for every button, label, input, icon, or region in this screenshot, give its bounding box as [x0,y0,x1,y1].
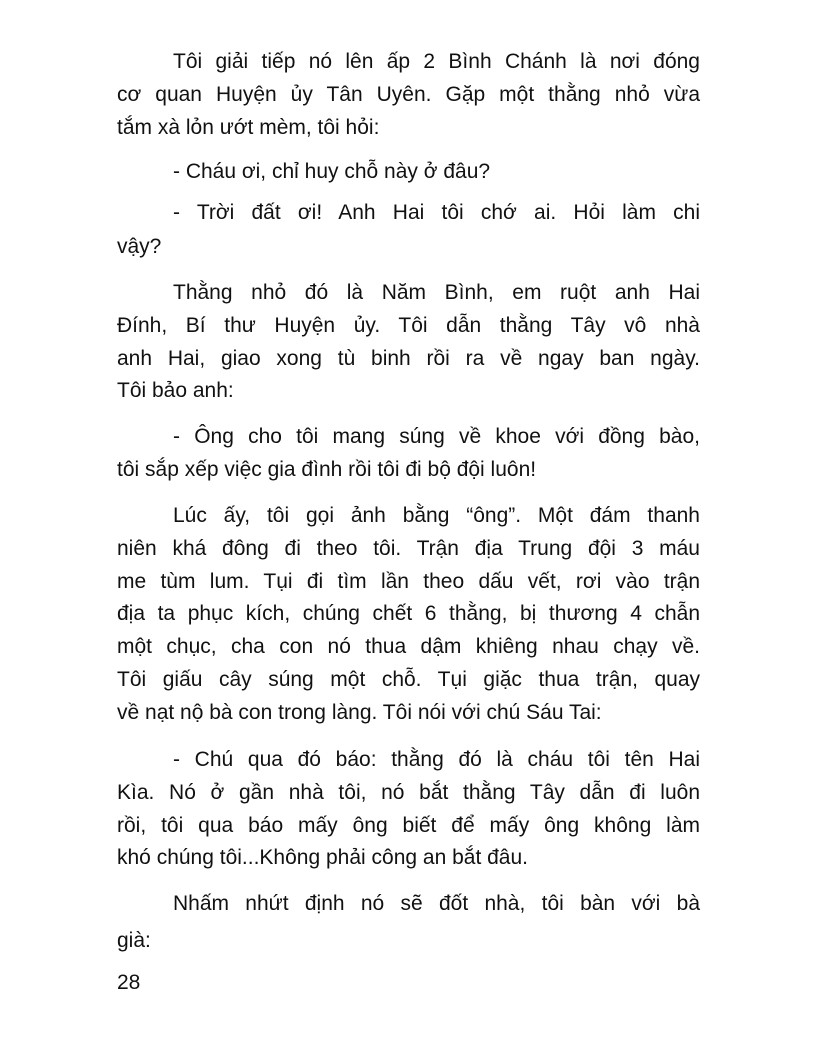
text-line: khó chúng tôi...Không phải công an bắt đâu. [117,846,528,869]
text-line: niên khá đông đi theo tôi. Trận địa Trung đội 3 máu [117,537,700,560]
text-line: me tùm lum. Tụi đi tìm lần theo dấu vết, rơi vào trận [117,570,700,593]
text-line: Kìa. Nó ở gần nhà tôi, nó bắt thằng Tây dẫn đi luôn [117,781,700,804]
text-line: Nhấm nhứt định nó sẽ đốt nhà, tôi bàn với bà [173,892,700,915]
text-line: về nạt nộ bà con trong làng. Tôi nói với chú Sáu Tai: [117,701,602,724]
text-line: Lúc ấy, tôi gọi ảnh bằng “ông”. Một đám thanh [173,504,700,527]
text-line: - Cháu ơi, chỉ huy chỗ này ở đâu? [173,160,491,183]
text-line: - Ông cho tôi mang súng về khoe với đồng bào, [173,425,700,448]
page-number: 28 [117,971,141,994]
text-line: rồi, tôi qua báo mấy ông biết để mấy ông không làm [117,814,700,837]
text-line: già: [117,929,151,952]
text-line: Thằng nhỏ đó là Năm Bình, em ruột anh Hai [173,281,700,304]
text-line: - Chú qua đó báo: thằng đó là cháu tôi tên Hai [173,748,700,771]
text-line: cơ quan Huyện ủy Tân Uyên. Gặp một thằng nhỏ vừa [117,83,700,106]
text-line: địa ta phục kích, chúng chết 6 thằng, bị thương 4 chẫn [117,602,700,625]
text-line: tắm xà lỏn ướt mèm, tôi hỏi: [117,116,380,139]
text-line: Tôi giải tiếp nó lên ấp 2 Bình Chánh là nơi đóng [173,50,700,73]
text-line: Đính, Bí thư Huyện ủy. Tôi dẫn thằng Tây vô nhà [117,314,700,337]
text-line: - Trời đất ơi! Anh Hai tôi chớ ai. Hỏi làm chi [173,201,700,224]
text-line: anh Hai, giao xong tù binh rồi ra về ngay ban ngày. [117,347,700,370]
text-line: vậy? [117,235,162,258]
text-line: một chục, cha con nó thua dậm khiêng nhau chạy về. [117,635,700,658]
text-line: Tôi bảo anh: [117,379,234,402]
text-line: Tôi giấu cây súng một chỗ. Tụi giặc thua trận, quay [117,668,700,691]
text-line: tôi sắp xếp việc gia đình rồi tôi đi bộ đội luôn! [117,458,537,481]
